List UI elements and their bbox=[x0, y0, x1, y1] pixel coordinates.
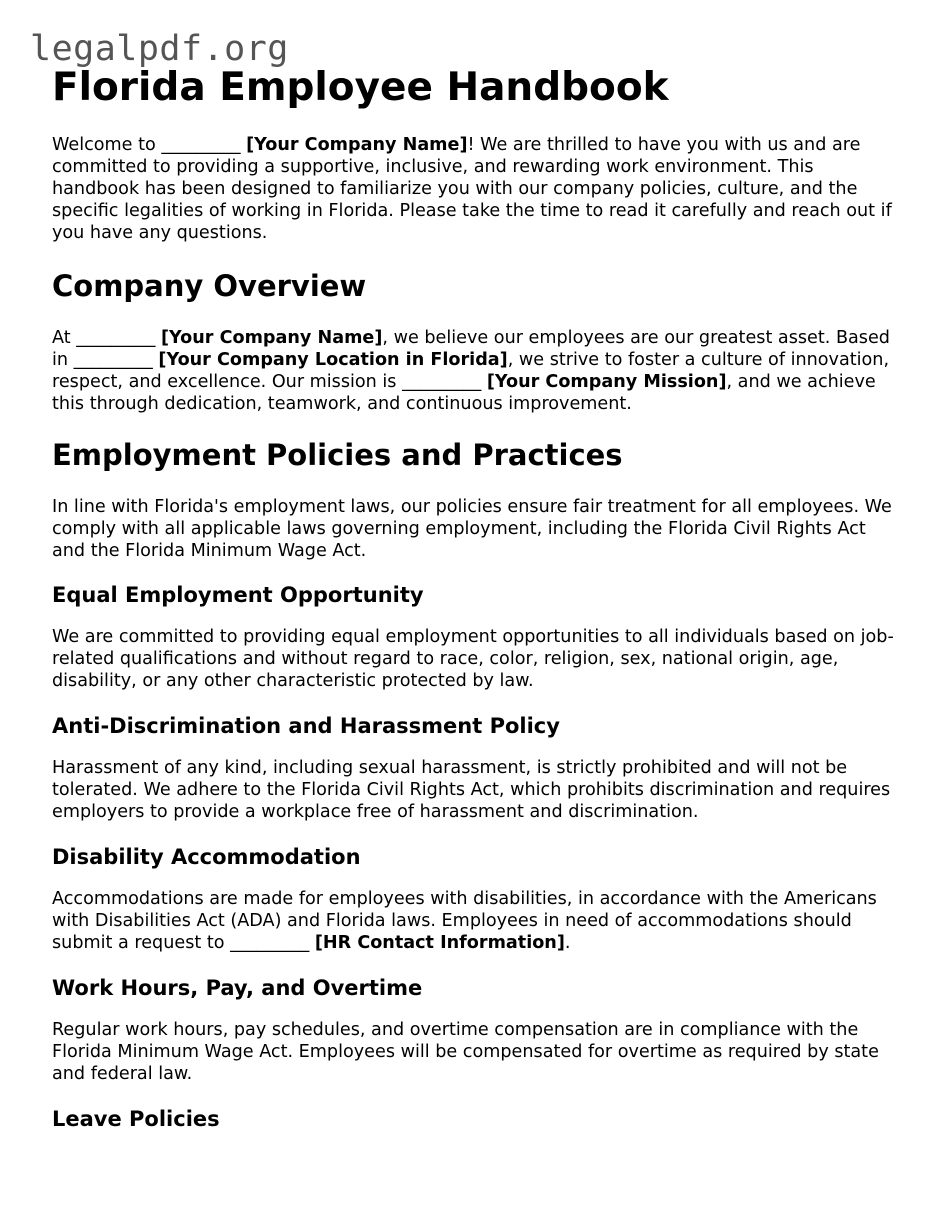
intro-text-start: Welcome to bbox=[52, 135, 162, 155]
overview-text-3: , we strive to foster a culture of innovation, respect, and excellence. Our mission is bbox=[52, 350, 890, 392]
overview-text-1: At bbox=[52, 328, 77, 348]
disability-accommodation-heading: Disability Accommodation bbox=[52, 845, 361, 869]
company-location-blank: _________ bbox=[73, 350, 153, 370]
harassment-policy-heading: Anti-Discrimination and Harassment Policy bbox=[52, 714, 560, 738]
hr-contact-placeholder: [HR Contact Information] bbox=[314, 933, 565, 953]
document-title: Florida Employee Handbook bbox=[52, 65, 669, 110]
disability-text-1: Accommodations are made for employees with disabilities, in accordance with the Americans with Disabilities Act (ADA) and Florida laws. Employees in need of accommodations should submit a request to bbox=[52, 889, 877, 953]
watermark: legalpdf.org bbox=[30, 29, 289, 69]
work-hours-paragraph: Regular work hours, pay schedules, and overtime compensation are in compliance with the Florida Minimum Wage Act. Employees will be compensated for overtime as required by state and federal law. bbox=[52, 1020, 879, 1084]
company-overview-paragraph bbox=[52, 327, 897, 415]
company-name-placeholder: [Your Company Name] bbox=[246, 135, 468, 155]
overview-text-2: , we believe our employees are our greatest asset. Based in bbox=[52, 328, 890, 370]
company-location-placeholder: [Your Company Location in Florida] bbox=[158, 350, 508, 370]
intro-paragraph bbox=[52, 134, 897, 244]
disability-accommodation-paragraph bbox=[52, 888, 897, 954]
document-page bbox=[52, 64, 897, 1133]
disability-text-2: . bbox=[564, 933, 571, 953]
company-mission-placeholder: [Your Company Mission] bbox=[486, 372, 727, 392]
company-name-blank: _________ bbox=[161, 135, 241, 155]
equal-employment-paragraph: We are committed to providing equal employment opportunities to all individuals based on job-related qualifications and without regard to race, color, religion, sex, national origin, age, disability, or any other characteristic protected by law. bbox=[52, 627, 894, 691]
intro-text-end: ! We are thrilled to have you with us and are committed to providing a supportive, inclusive, and rewarding work environment. This handbook has been designed to familiarize you with our company policies, culture, and the specific legalities of working in Florida. Please take the time to read it carefully and reach out if you have any questions. bbox=[52, 135, 892, 243]
employment-policies-heading: Employment Policies and Practices bbox=[52, 438, 623, 472]
employment-policies-paragraph: In line with Florida's employment laws, our policies ensure fair treatment for all employees. We comply with all applicable laws governing employment, including the Florida Civil Rights Act and the Florida Minimum Wage Act. bbox=[52, 497, 892, 561]
company-mission-blank: _________ bbox=[402, 372, 482, 392]
company-overview-heading: Company Overview bbox=[52, 269, 367, 303]
work-hours-heading: Work Hours, Pay, and Overtime bbox=[52, 976, 423, 1000]
leave-policies-heading: Leave Policies bbox=[52, 1107, 220, 1131]
equal-employment-heading: Equal Employment Opportunity bbox=[52, 583, 424, 607]
company-name-placeholder: [Your Company Name] bbox=[160, 328, 383, 348]
overview-text-4: , and we achieve this through dedication, teamwork, and continuous improvement. bbox=[52, 372, 876, 414]
company-name-blank: _________ bbox=[76, 328, 156, 348]
hr-contact-blank: _________ bbox=[230, 933, 310, 953]
harassment-policy-paragraph: Harassment of any kind, including sexual harassment, is strictly prohibited and will not be tolerated. We adhere to the Florida Civil Rights Act, which prohibits discrimination and requires employers to provide a workplace free of harassment and discrimination. bbox=[52, 758, 891, 822]
